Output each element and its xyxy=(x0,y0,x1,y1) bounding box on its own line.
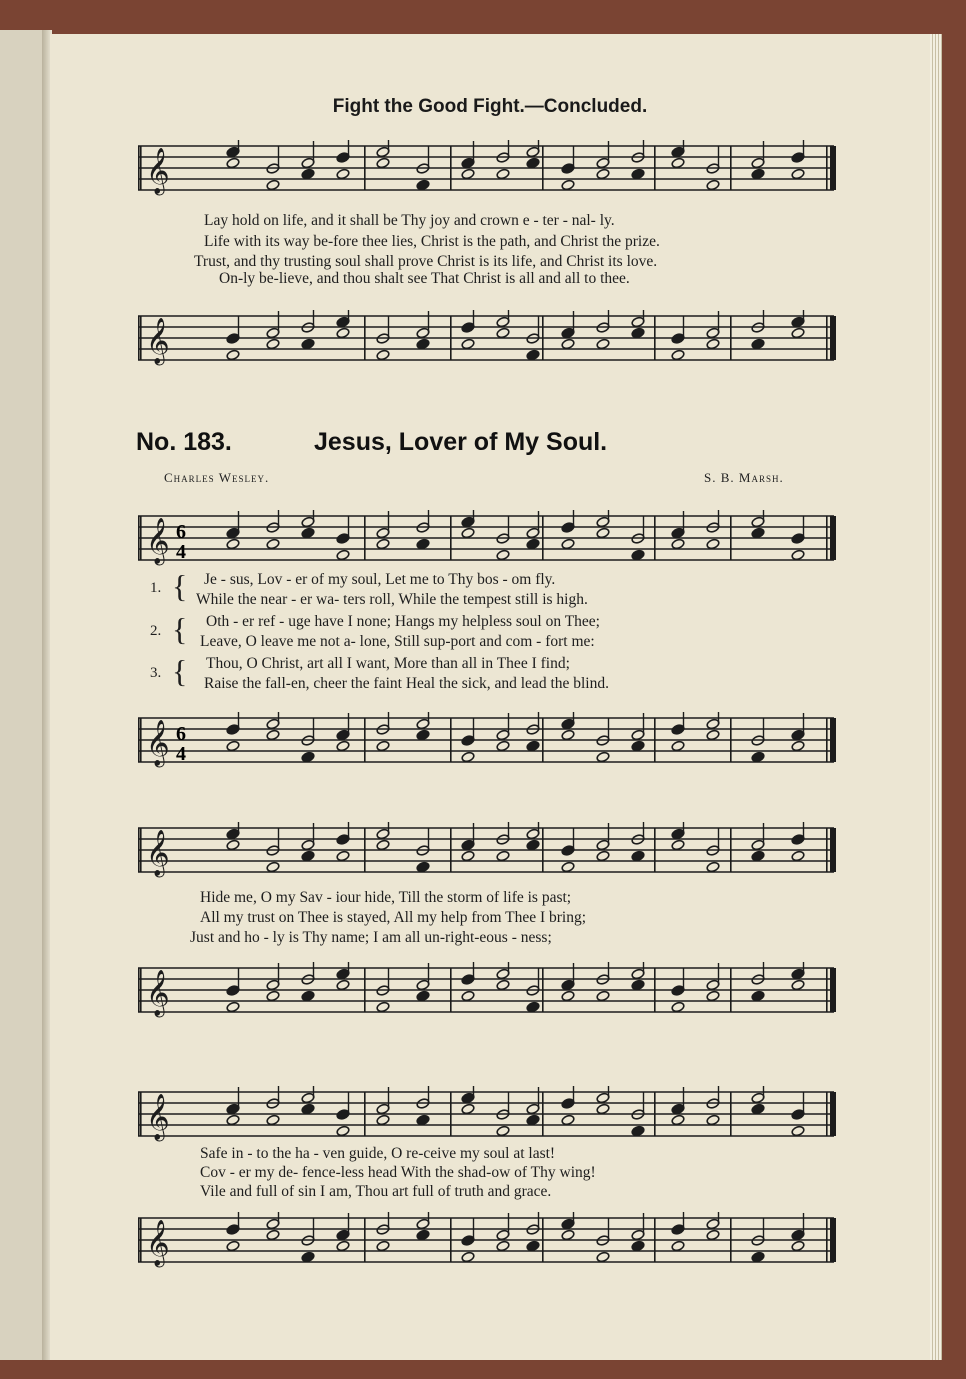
barline xyxy=(654,1218,656,1262)
barline xyxy=(830,316,833,360)
lyric-line: Life with its way be-fore thee lies, Christ is the path, and Christ the prize. xyxy=(204,233,660,250)
note-head xyxy=(631,327,645,339)
note-head xyxy=(496,1240,510,1252)
note-head xyxy=(561,1229,575,1241)
note-head xyxy=(671,349,685,361)
note-head xyxy=(526,1114,540,1126)
barline xyxy=(833,968,836,1012)
note-head xyxy=(791,740,805,752)
note-head xyxy=(706,1229,720,1241)
bass-staff-system1 xyxy=(138,712,838,770)
barline xyxy=(730,316,732,360)
lyric-line: Thou, O Christ, art all I want, More than all in Thee I find; xyxy=(206,655,570,672)
barline xyxy=(833,1218,836,1262)
note-head xyxy=(301,168,315,180)
lyricist: Charles Wesley. xyxy=(164,470,270,485)
note-head xyxy=(526,1240,540,1252)
note-head xyxy=(791,1240,805,1252)
note-head xyxy=(416,1114,430,1126)
note-head xyxy=(561,338,575,350)
note-head xyxy=(596,850,610,862)
note-head xyxy=(751,168,765,180)
barline xyxy=(542,828,544,872)
note-head xyxy=(266,338,280,350)
barline xyxy=(140,1218,142,1262)
note-head xyxy=(751,1251,765,1263)
barline xyxy=(138,718,140,762)
note-head xyxy=(671,1114,685,1126)
clef-icon: 𝄞 xyxy=(146,518,170,564)
note-head xyxy=(461,850,475,862)
barline xyxy=(140,316,142,360)
note-head xyxy=(751,751,765,763)
note-head xyxy=(631,1240,645,1252)
note-head xyxy=(596,1251,610,1263)
composer: S. B. Marsh. xyxy=(704,470,784,485)
note-head xyxy=(671,740,685,752)
note-head xyxy=(416,1229,430,1241)
barline xyxy=(830,1092,833,1136)
barline xyxy=(826,828,828,872)
barline xyxy=(826,718,828,762)
note-head xyxy=(631,740,645,752)
note-head xyxy=(416,179,430,191)
note-head xyxy=(266,538,280,550)
barline xyxy=(138,146,140,190)
clef-icon: 𝄞 xyxy=(146,318,170,364)
note-head xyxy=(301,990,315,1002)
music-staff-graphic xyxy=(138,962,838,1020)
lyric-line: Lay hold on life, and it shall be Thy joy and crown e - ter - nal- ly. xyxy=(204,212,615,229)
note-head xyxy=(496,549,510,561)
barline xyxy=(730,1092,732,1136)
note-head xyxy=(301,338,315,350)
barline xyxy=(654,516,656,560)
note-head xyxy=(596,751,610,763)
note-head xyxy=(671,1240,685,1252)
note-head xyxy=(706,179,720,191)
bass-staff-system3 xyxy=(138,1212,838,1270)
barline xyxy=(826,516,828,560)
time-signature: 6 xyxy=(176,723,186,745)
note-head xyxy=(376,839,390,851)
barline xyxy=(138,828,140,872)
note-head xyxy=(561,179,575,191)
barline xyxy=(450,516,452,560)
note-head xyxy=(751,1103,765,1115)
lyric-line: While the near - er wa- ters roll, While the tempest still is high. xyxy=(196,591,588,608)
verse-number: 2. xyxy=(150,623,162,639)
barline xyxy=(654,828,656,872)
note-head xyxy=(791,327,805,339)
note-head xyxy=(561,990,575,1002)
barline xyxy=(826,146,828,190)
note-head xyxy=(496,1125,510,1137)
bass-staff-top xyxy=(138,310,838,368)
lyric-line: On-ly be-lieve, and thou shalt see That Christ is all and all to thee. xyxy=(219,270,630,287)
barline xyxy=(364,516,366,560)
music-staff-graphic xyxy=(138,822,838,880)
note-head xyxy=(461,527,475,539)
note-head xyxy=(596,338,610,350)
note-head xyxy=(751,990,765,1002)
note-head xyxy=(496,327,510,339)
barline xyxy=(830,1218,833,1262)
note-head xyxy=(266,1114,280,1126)
barline xyxy=(654,146,656,190)
note-head xyxy=(526,538,540,550)
note-head xyxy=(301,1103,315,1115)
barline xyxy=(830,968,833,1012)
clef-icon: 𝄞 xyxy=(146,1094,170,1140)
note-head xyxy=(416,729,430,741)
note-head xyxy=(301,527,315,539)
note-head xyxy=(791,979,805,991)
barline xyxy=(542,146,544,190)
note-head xyxy=(376,1240,390,1252)
treble-staff-top xyxy=(138,140,838,198)
barline xyxy=(830,718,833,762)
barline xyxy=(833,146,836,190)
note-head xyxy=(226,1001,240,1013)
music-staff-graphic xyxy=(138,712,838,770)
note-head xyxy=(461,168,475,180)
barline xyxy=(450,1218,452,1262)
note-head xyxy=(226,538,240,550)
note-head xyxy=(461,990,475,1002)
note-head xyxy=(461,338,475,350)
barline xyxy=(833,516,836,560)
hymn-title: Jesus, Lover of My Soul. xyxy=(314,428,608,456)
barline xyxy=(833,316,836,360)
note-head xyxy=(791,549,805,561)
note-head xyxy=(706,990,720,1002)
note-head xyxy=(461,1251,475,1263)
note-head xyxy=(561,538,575,550)
note-head xyxy=(526,740,540,752)
note-head xyxy=(266,1229,280,1241)
note-head xyxy=(416,990,430,1002)
note-head xyxy=(336,168,350,180)
barline xyxy=(140,516,142,560)
note-head xyxy=(596,168,610,180)
note-head xyxy=(791,850,805,862)
time-signature: 4 xyxy=(176,743,186,765)
note-head xyxy=(751,850,765,862)
note-head xyxy=(266,729,280,741)
barline xyxy=(542,516,544,560)
note-head xyxy=(706,538,720,550)
barline xyxy=(833,1092,836,1136)
barline xyxy=(730,828,732,872)
note-head xyxy=(706,338,720,350)
verse-brace: { xyxy=(172,653,188,689)
barline xyxy=(364,968,366,1012)
barline xyxy=(364,316,366,360)
note-head xyxy=(671,839,685,851)
treble-staff-system3 xyxy=(138,1086,838,1144)
note-head xyxy=(336,1125,350,1137)
barline xyxy=(138,968,140,1012)
barline xyxy=(138,316,140,360)
lyric-line: Trust, and thy trusting soul shall prove Christ is its life, and Christ its love. xyxy=(194,253,658,270)
verse-brace: { xyxy=(172,568,188,604)
note-head xyxy=(376,538,390,550)
lyric-line: Hide me, O my Sav - iour hide, Till the storm of life is past; xyxy=(200,889,572,906)
barline xyxy=(826,1092,828,1136)
note-head xyxy=(226,839,240,851)
note-head xyxy=(376,740,390,752)
barline xyxy=(830,146,833,190)
note-head xyxy=(631,850,645,862)
note-head xyxy=(266,179,280,191)
note-head xyxy=(336,740,350,752)
note-head xyxy=(461,751,475,763)
barline xyxy=(140,1092,142,1136)
note-head xyxy=(301,751,315,763)
note-head xyxy=(266,861,280,873)
note-head xyxy=(706,1114,720,1126)
note-head xyxy=(671,157,685,169)
clef-icon: 𝄞 xyxy=(146,720,170,766)
bass-staff-system2 xyxy=(138,962,838,1020)
barline xyxy=(826,968,828,1012)
note-head xyxy=(301,850,315,862)
note-head xyxy=(336,549,350,561)
music-staff-graphic xyxy=(138,140,838,198)
barline xyxy=(364,718,366,762)
time-signature: 4 xyxy=(176,541,186,563)
note-head xyxy=(671,538,685,550)
barline xyxy=(450,1092,452,1136)
note-head xyxy=(561,1114,575,1126)
treble-staff-system2 xyxy=(138,822,838,880)
barline xyxy=(138,516,140,560)
note-head xyxy=(226,1114,240,1126)
barline xyxy=(140,146,142,190)
note-head xyxy=(751,338,765,350)
note-head xyxy=(416,538,430,550)
note-head xyxy=(526,157,540,169)
barline xyxy=(450,316,452,360)
note-head xyxy=(791,168,805,180)
barline xyxy=(450,968,452,1012)
note-head xyxy=(671,1001,685,1013)
verse-number: 1. xyxy=(150,580,162,596)
barline xyxy=(730,1218,732,1262)
note-head xyxy=(496,168,510,180)
barline xyxy=(138,1092,140,1136)
clef-icon: 𝄞 xyxy=(146,970,170,1016)
barline xyxy=(450,146,452,190)
treble-staff-system1 xyxy=(138,510,838,568)
note-head xyxy=(561,729,575,741)
barline xyxy=(730,718,732,762)
barline xyxy=(450,718,452,762)
barline xyxy=(542,968,544,1012)
note-head xyxy=(791,1125,805,1137)
note-head xyxy=(376,1114,390,1126)
lyric-line: All my trust on Thee is stayed, All my help from Thee I bring; xyxy=(200,909,587,926)
music-staff-graphic xyxy=(138,310,838,368)
clef-icon: 𝄞 xyxy=(146,148,170,194)
lyric-line: Je - sus, Lov - er of my soul, Let me to Thy bos - om fly. xyxy=(204,571,556,588)
verse-brace: { xyxy=(172,611,188,647)
barline xyxy=(654,718,656,762)
barline xyxy=(730,968,732,1012)
lyric-line: Leave, O leave me not a- lone, Still sup-port and com - fort me: xyxy=(200,633,595,650)
left-page-edge xyxy=(0,30,48,1360)
note-head xyxy=(706,861,720,873)
barline xyxy=(450,828,452,872)
note-head xyxy=(336,1240,350,1252)
note-head xyxy=(561,861,575,873)
note-head xyxy=(416,861,430,873)
note-head xyxy=(596,990,610,1002)
note-head xyxy=(631,549,645,561)
barline xyxy=(364,828,366,872)
lyric-line: Oth - er ref - uge have I none; Hangs my helpless soul on Thee; xyxy=(206,613,600,630)
barline xyxy=(833,828,836,872)
music-staff-graphic xyxy=(138,1212,838,1270)
note-head xyxy=(416,338,430,350)
note-head xyxy=(226,157,240,169)
clef-icon: 𝄞 xyxy=(146,1220,170,1266)
note-head xyxy=(336,979,350,991)
note-head xyxy=(226,1240,240,1252)
note-head xyxy=(496,979,510,991)
lyric-line: Just and ho - ly is Thy name; I am all un-right-eous - ness; xyxy=(190,929,552,946)
barline xyxy=(654,1092,656,1136)
barline xyxy=(542,1092,544,1136)
barline xyxy=(140,968,142,1012)
barline xyxy=(826,316,828,360)
note-head xyxy=(376,349,390,361)
barline xyxy=(542,718,544,762)
music-staff-graphic xyxy=(138,510,838,568)
note-head xyxy=(226,740,240,752)
barline xyxy=(830,828,833,872)
note-head xyxy=(526,1001,540,1013)
verse-number: 3. xyxy=(150,665,162,681)
clef-icon: 𝄞 xyxy=(146,830,170,876)
note-head xyxy=(706,729,720,741)
barline xyxy=(364,146,366,190)
barline xyxy=(730,516,732,560)
note-head xyxy=(226,349,240,361)
lyric-line: Safe in - to the ha - ven guide, O re-ceive my soul at last! xyxy=(200,1145,556,1162)
note-head xyxy=(751,527,765,539)
hymn-number: No. 183. xyxy=(136,428,232,456)
note-head xyxy=(526,349,540,361)
barline xyxy=(542,1218,544,1262)
barline xyxy=(542,316,544,360)
note-head xyxy=(376,1001,390,1013)
lyric-line: Cov - er my de- fence-less head With the shad-ow of Thy wing! xyxy=(200,1164,596,1181)
note-head xyxy=(596,527,610,539)
barline xyxy=(730,146,732,190)
note-head xyxy=(336,327,350,339)
note-head xyxy=(376,157,390,169)
note-head xyxy=(631,1125,645,1137)
note-head xyxy=(496,740,510,752)
barline xyxy=(830,516,833,560)
barline xyxy=(140,718,142,762)
section-title: Fight the Good Fight.—Concluded. xyxy=(332,96,648,117)
note-head xyxy=(596,1103,610,1115)
music-staff-graphic xyxy=(138,1086,838,1144)
note-head xyxy=(266,990,280,1002)
note-head xyxy=(526,839,540,851)
note-head xyxy=(461,1103,475,1115)
barline xyxy=(654,316,656,360)
lyric-line: Vile and full of sin I am, Thou art full of truth and grace. xyxy=(200,1183,552,1200)
page-edge xyxy=(930,34,942,1360)
barline xyxy=(654,968,656,1012)
time-signature: 6 xyxy=(176,521,186,543)
barline xyxy=(364,1092,366,1136)
note-head xyxy=(631,168,645,180)
barline xyxy=(138,1218,140,1262)
barline xyxy=(364,1218,366,1262)
lyric-line: Raise the fall-en, cheer the faint Heal the sick, and lead the blind. xyxy=(204,675,609,692)
barline xyxy=(140,828,142,872)
barline xyxy=(826,1218,828,1262)
note-head xyxy=(496,850,510,862)
barline xyxy=(833,718,836,762)
note-head xyxy=(301,1251,315,1263)
note-head xyxy=(336,850,350,862)
note-head xyxy=(631,979,645,991)
